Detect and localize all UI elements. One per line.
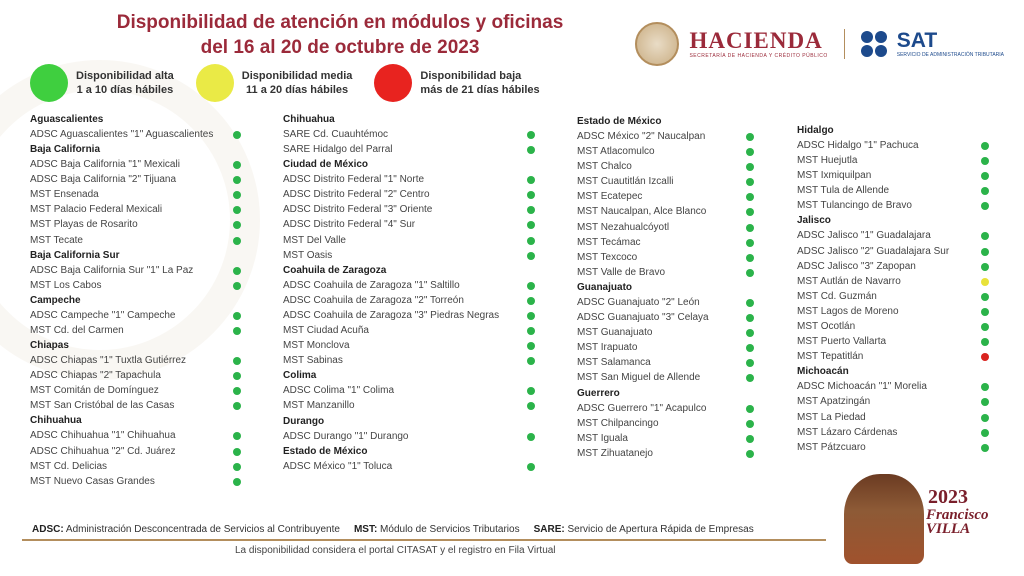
office-row [797, 440, 990, 455]
office-row [577, 340, 757, 355]
availability-dot-icon [746, 314, 754, 322]
office-name: MST Oasis [283, 249, 333, 261]
state-heading: Baja California [30, 144, 101, 156]
availability-dot-icon [233, 161, 241, 169]
availability-dot-icon [233, 372, 241, 380]
office-name: MST Iguala [577, 432, 628, 444]
availability-dot-icon [981, 414, 989, 422]
state-heading: Estado de México [283, 445, 368, 457]
office-name: ADSC Coahuila de Zaragoza "1" Saltillo [283, 279, 460, 291]
office-row [283, 308, 535, 323]
availability-dot-icon [746, 405, 754, 413]
office-row [577, 159, 757, 174]
legend-circle-icon [30, 64, 68, 102]
state-heading: Hidalgo [797, 125, 834, 136]
office-name: ADSC Distrito Federal "3" Oriente [283, 204, 433, 216]
abbreviation-definition: ADSC: Administración Desconcentrada de Servicios al Contribuyente [32, 524, 340, 535]
office-name: MST Comitán de Domínguez [30, 385, 159, 397]
availability-dot-icon [981, 338, 989, 346]
office-row [283, 429, 535, 444]
availability-dot-icon [527, 387, 535, 395]
availability-dot-icon [746, 239, 754, 247]
office-name: MST Texcoco [577, 251, 638, 263]
office-name: MST Del Valle [283, 234, 346, 246]
francisco-villa-logo: 2023 Francisco VILLA [844, 468, 1014, 568]
office-name: MST Pátzcuaro [797, 441, 866, 453]
office-name: MST Nuevo Casas Grandes [30, 475, 155, 487]
office-row [577, 310, 757, 325]
availability-dot-icon [527, 433, 535, 441]
office-name: MST Huejutla [797, 155, 858, 167]
office-row [577, 325, 757, 340]
office-name: MST Atlacomulco [577, 146, 655, 158]
office-row [797, 274, 990, 289]
office-name: MST Ecatepec [577, 191, 643, 203]
availability-dot-icon [981, 308, 989, 316]
office-name: MST Tecate [30, 234, 83, 246]
office-name: MST Irapuato [577, 342, 638, 354]
office-name: MST Salamanca [577, 357, 651, 369]
office-row [577, 370, 757, 385]
office-name: ADSC Hidalgo "1" Pachuca [797, 140, 919, 151]
column-3 [577, 114, 757, 461]
availability-dot-icon [746, 374, 754, 382]
availability-dot-icon [746, 224, 754, 232]
office-row [30, 278, 240, 293]
availability-dot-icon [746, 133, 754, 141]
availability-dot-icon [981, 353, 989, 361]
office-name: ADSC México "1" Toluca [283, 460, 393, 472]
office-row [577, 431, 757, 446]
office-name: MST Chalco [577, 161, 632, 173]
office-row [797, 334, 990, 349]
availability-dot-icon [233, 402, 241, 410]
office-name: ADSC Durango "1" Durango [283, 430, 409, 442]
office-name: MST Autlán de Navarro [797, 275, 901, 287]
availability-dot-icon [233, 448, 241, 456]
office-name: ADSC Guanajuato "3" Celaya [577, 312, 709, 324]
availability-dot-icon [233, 463, 241, 471]
office-row [577, 174, 757, 189]
availability-dot-icon [233, 327, 241, 335]
office-name: MST Ensenada [30, 189, 99, 201]
office-row [283, 142, 535, 157]
office-row [797, 394, 990, 409]
column-1 [30, 112, 240, 489]
availability-dot-icon [233, 478, 241, 486]
office-row [577, 144, 757, 159]
availability-dot-icon [527, 237, 535, 245]
state-heading: Chiapas [30, 340, 69, 352]
office-name: ADSC Guanajuato "2" León [577, 296, 700, 308]
legend-item [374, 64, 539, 102]
office-row [283, 398, 535, 413]
office-row [797, 168, 990, 183]
availability-dot-icon [527, 282, 535, 290]
availability-dot-icon [527, 463, 535, 471]
office-name: MST Ciudad Acuña [283, 325, 369, 337]
office-name: ADSC Campeche "1" Campeche [30, 309, 176, 321]
office-name: MST Puerto Vallarta [797, 336, 887, 348]
office-row [797, 319, 990, 334]
availability-dot-icon [527, 402, 535, 410]
office-name: MST Ixmiquilpan [797, 170, 872, 182]
availability-dot-icon [527, 206, 535, 214]
office-name: MST Lagos de Moreno [797, 305, 899, 317]
state-heading: Michoacán [797, 366, 849, 378]
availability-dot-icon [233, 206, 241, 214]
office-name: MST La Piedad [797, 411, 866, 423]
availability-dot-icon [981, 248, 989, 256]
availability-dot-icon [233, 267, 241, 275]
availability-dot-icon [746, 163, 754, 171]
villa-portrait-icon [844, 474, 924, 564]
office-row [283, 338, 535, 353]
availability-dot-icon [527, 176, 535, 184]
state-heading: Jalisco [797, 215, 831, 227]
office-row [283, 248, 535, 263]
office-name: MST Guanajuato [577, 327, 653, 339]
office-row [283, 202, 535, 217]
office-row [30, 217, 240, 232]
office-row [797, 289, 990, 304]
office-name: MST Tepatitlán [797, 351, 864, 363]
office-row [577, 129, 757, 144]
availability-dot-icon [981, 157, 989, 165]
office-row [797, 349, 990, 364]
office-name: ADSC Colima "1" Colima [283, 385, 395, 397]
office-name: SARE Hidalgo del Parral [283, 144, 393, 156]
legend-circle-icon [374, 64, 412, 102]
availability-dot-icon [233, 357, 241, 365]
availability-dot-icon [746, 435, 754, 443]
availability-dot-icon [746, 178, 754, 186]
office-row [797, 153, 990, 168]
office-row [797, 183, 990, 198]
office-name: ADSC Coahuila de Zaragoza "3" Piedras Negras [283, 309, 500, 321]
national-seal-icon [635, 22, 679, 66]
office-name: MST Cd. del Carmen [30, 324, 124, 336]
office-name: MST Tulancingo de Bravo [797, 200, 912, 212]
office-name: MST Chilpancingo [577, 417, 659, 429]
availability-legend [30, 64, 562, 102]
office-name: ADSC Chihuahua "1" Chihuahua [30, 430, 176, 442]
availability-dot-icon [527, 342, 535, 350]
abbreviation-definition: MST: Módulo de Servicios Tributarios [353, 524, 520, 535]
sat-logo: SAT SERVICIO DE ADMINISTRACIÓN TRIBUTARIA [896, 29, 1004, 58]
footer-divider [22, 539, 826, 541]
legend-label: Disponibilidad baja más de 21 días hábiles [420, 70, 540, 96]
availability-dot-icon [981, 383, 989, 391]
availability-dot-icon [233, 432, 241, 440]
office-name: MST Tula de Allende [797, 185, 890, 197]
office-row [30, 353, 240, 368]
office-row [283, 127, 535, 142]
office-row [577, 446, 757, 461]
state-heading: Durango [283, 415, 325, 427]
office-row [283, 172, 535, 187]
availability-dot-icon [233, 131, 241, 139]
abbreviation-definition: SARE: Servicio de Apertura Rápida de Empresas [533, 524, 754, 535]
header-logos [635, 22, 1004, 66]
availability-dot-icon [981, 293, 989, 301]
office-name: ADSC Baja California "2" Tijuana [30, 174, 177, 186]
office-row [30, 187, 240, 202]
office-name: MST Los Cabos [30, 279, 102, 291]
logo-divider [844, 29, 845, 59]
office-row [30, 444, 240, 459]
office-row [577, 355, 757, 370]
availability-dot-icon [981, 232, 989, 240]
office-row [797, 259, 990, 274]
office-name: MST Manzanillo [283, 400, 355, 412]
office-name: MST Cd. Delicias [30, 460, 108, 472]
office-row [30, 398, 240, 413]
hacienda-logo: HACIENDA SECRETARÍA DE HACIENDA Y CRÉDITO PÚBLICO [689, 28, 828, 59]
office-row [797, 410, 990, 425]
availability-dot-icon [527, 221, 535, 229]
availability-dot-icon [981, 202, 989, 210]
state-heading: Campeche [30, 294, 81, 306]
availability-dot-icon [981, 278, 989, 286]
availability-dot-icon [233, 191, 241, 199]
office-row [30, 323, 240, 338]
office-row [283, 233, 535, 248]
availability-dot-icon [233, 387, 241, 395]
office-row [797, 228, 990, 243]
office-name: MST Nezahualcóyotl [577, 221, 670, 233]
office-name: MST Cuautitlán Izcalli [577, 176, 674, 188]
office-name: ADSC Baja California "1" Mexicali [30, 159, 180, 171]
office-row [577, 250, 757, 265]
availability-dot-icon [746, 344, 754, 352]
office-row [30, 308, 240, 323]
office-row [577, 416, 757, 431]
office-name: ADSC Distrito Federal "1" Norte [283, 174, 425, 186]
column-2 [283, 112, 535, 474]
office-row [30, 157, 240, 172]
office-row [30, 202, 240, 217]
sat-logo-icon [861, 31, 887, 57]
office-name: MST Valle de Bravo [577, 266, 666, 278]
availability-dot-icon [981, 444, 989, 452]
availability-dot-icon [233, 176, 241, 184]
office-name: MST Monclova [283, 340, 350, 352]
availability-dot-icon [746, 193, 754, 201]
office-name: MST San Miguel de Allende [577, 372, 701, 384]
availability-dot-icon [981, 398, 989, 406]
office-row [577, 265, 757, 280]
office-row [797, 304, 990, 319]
state-heading: Guerrero [577, 387, 620, 399]
state-heading: Colima [283, 370, 317, 382]
page-title: Disponibilidad de atención en módulos y oficinas del 16 al 20 de octubre de 2023 [116, 12, 564, 58]
office-row [577, 235, 757, 250]
office-row [30, 474, 240, 489]
office-row [577, 295, 757, 310]
office-row [797, 198, 990, 213]
legend-item [30, 64, 174, 102]
office-name: ADSC Michoacán "1" Morelia [797, 381, 927, 393]
office-row [283, 187, 535, 202]
office-row [283, 293, 535, 308]
state-heading: Estado de México [577, 116, 662, 127]
availability-dot-icon [233, 282, 241, 290]
state-heading: Ciudad de México [283, 159, 369, 171]
office-row [30, 383, 240, 398]
availability-dot-icon [527, 312, 535, 320]
availability-dot-icon [527, 252, 535, 260]
availability-dot-icon [981, 323, 989, 331]
office-row [283, 217, 535, 232]
availability-dot-icon [981, 429, 989, 437]
office-row [30, 459, 240, 474]
availability-dot-icon [746, 359, 754, 367]
availability-dot-icon [981, 187, 989, 195]
legend-item [196, 64, 353, 102]
office-name: MST Naucalpan, Alce Blanco [577, 206, 707, 218]
office-name: MST Ocotlán [797, 321, 856, 333]
office-name: ADSC Distrito Federal "2" Centro [283, 189, 430, 201]
office-name: ADSC Jalisco "2" Guadalajara Sur [797, 245, 950, 257]
availability-dot-icon [527, 297, 535, 305]
office-row [577, 189, 757, 204]
state-heading: Chihuahua [30, 415, 82, 427]
office-name: ADSC Jalisco "3" Zapopan [797, 260, 916, 272]
office-name: ADSC México "2" Naucalpan [577, 131, 706, 142]
availability-dot-icon [527, 146, 535, 154]
office-row [283, 383, 535, 398]
office-name: MST Tecámac [577, 236, 641, 248]
availability-dot-icon [981, 263, 989, 271]
office-name: MST San Cristóbal de las Casas [30, 400, 175, 412]
availability-dot-icon [527, 131, 535, 139]
office-name: MST Palacio Federal Mexicali [30, 204, 163, 216]
state-heading: Chihuahua [283, 114, 335, 125]
office-row [797, 138, 990, 153]
office-row [283, 459, 535, 474]
office-row [30, 172, 240, 187]
availability-dot-icon [527, 357, 535, 365]
office-row [283, 353, 535, 368]
office-row [577, 401, 757, 416]
legend-label: Disponibilidad alta 1 a 10 días hábiles [76, 70, 174, 96]
office-name: ADSC Chihuahua "2" Cd. Juárez [30, 445, 176, 457]
availability-dot-icon [527, 191, 535, 199]
availability-dot-icon [746, 329, 754, 337]
availability-note: La disponibilidad considera el portal CITASAT y el registro en Fila Virtual [235, 545, 556, 556]
office-row [577, 204, 757, 219]
availability-dot-icon [746, 299, 754, 307]
availability-dot-icon [746, 269, 754, 277]
availability-dot-icon [746, 208, 754, 216]
office-name: ADSC Coahuila de Zaragoza "2" Torreón [283, 294, 464, 306]
legend-label: Disponibilidad media 11 a 20 días hábiles [241, 70, 353, 96]
office-name: MST Lázaro Cárdenas [797, 426, 898, 438]
office-name: ADSC Guerrero "1" Acapulco [577, 402, 707, 414]
office-row [797, 425, 990, 440]
availability-dot-icon [527, 327, 535, 335]
legend-circle-icon [196, 64, 234, 102]
availability-dot-icon [746, 420, 754, 428]
office-row [30, 428, 240, 443]
availability-dot-icon [233, 312, 241, 320]
availability-dot-icon [746, 254, 754, 262]
availability-dot-icon [746, 450, 754, 458]
office-name: ADSC Jalisco "1" Guadalajara [797, 230, 931, 242]
availability-dot-icon [233, 237, 241, 245]
office-row [797, 244, 990, 259]
state-heading: Guanajuato [577, 281, 633, 293]
office-name: SARE Cd. Cuauhtémoc [283, 129, 389, 140]
office-row [797, 379, 990, 394]
office-name: MST Cd. Guzmán [797, 290, 877, 302]
state-heading: Baja California Sur [30, 249, 120, 261]
availability-dot-icon [233, 221, 241, 229]
office-row [30, 233, 240, 248]
office-name: MST Playas de Rosarito [30, 219, 138, 231]
availability-dot-icon [746, 148, 754, 156]
office-name: ADSC Aguascalientes "1" Aguascalientes [30, 129, 214, 140]
office-name: ADSC Chiapas "2" Tapachula [30, 370, 161, 382]
abbreviations-footer [32, 524, 768, 535]
office-row [577, 220, 757, 235]
office-row [283, 323, 535, 338]
office-name: ADSC Chiapas "1" Tuxtla Gutiérrez [30, 355, 187, 367]
office-name: ADSC Distrito Federal "4" Sur [283, 219, 416, 231]
office-row [30, 263, 240, 278]
office-name: MST Zihuatanejo [577, 447, 653, 459]
office-row [30, 127, 240, 142]
availability-dot-icon [981, 172, 989, 180]
availability-dot-icon [981, 142, 989, 150]
office-row [283, 278, 535, 293]
office-name: ADSC Baja California Sur "1" La Paz [30, 264, 194, 276]
office-row [30, 368, 240, 383]
state-heading: Coahuila de Zaragoza [283, 264, 387, 276]
office-name: MST Sabinas [283, 355, 343, 367]
state-heading: Aguascalientes [30, 114, 104, 125]
column-4 [797, 123, 990, 455]
office-name: MST Apatzingán [797, 396, 871, 408]
